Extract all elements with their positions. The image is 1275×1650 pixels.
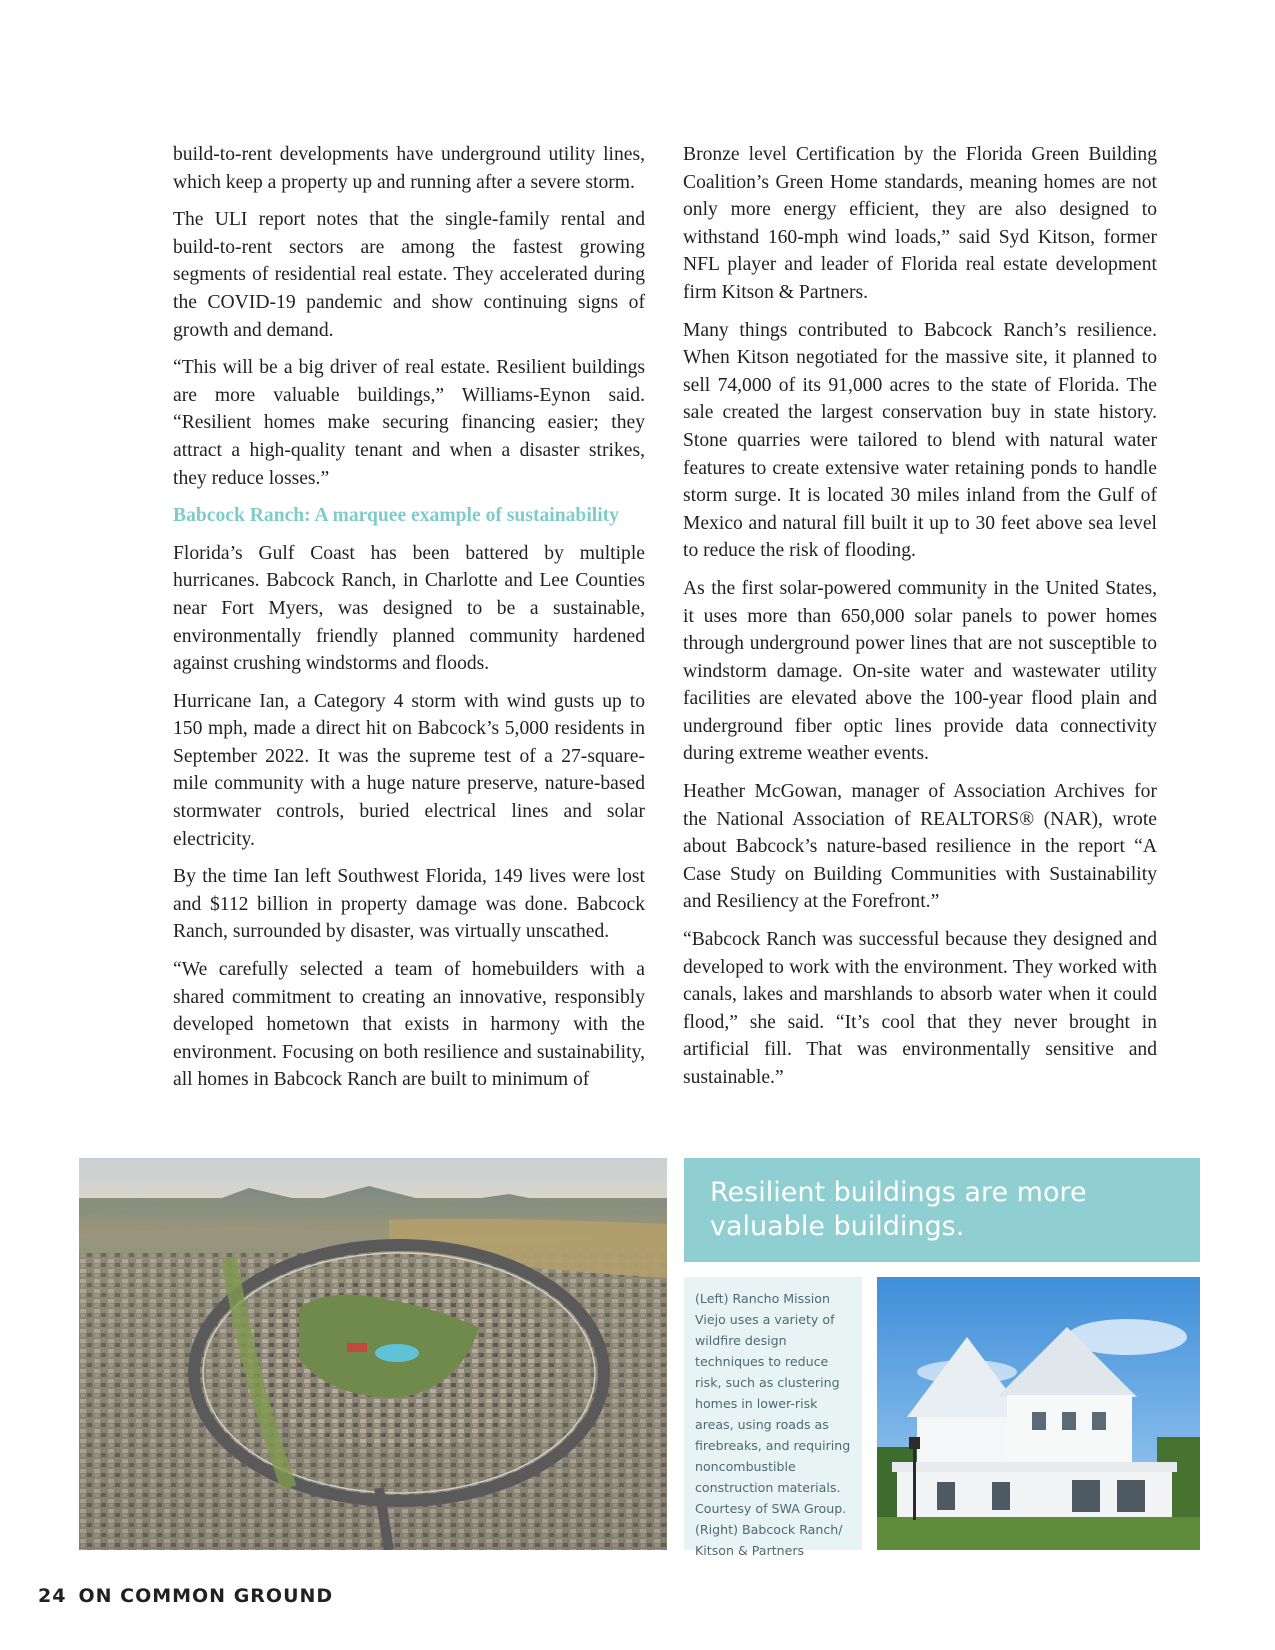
- paragraph: Many things contributed to Babcock Ranch’s resilience. When Kitson negotiated for the massive site, it planned to sell 74,000 of its 91,000 acres to the state of Florida. The sale created the largest conservation buy in state history. Stone quarries were tailored to blend with natural water features to create extensive water retaining ponds to handle storm surge. It is located 30 miles inland from the Gulf of Mexico and natural fill built it up to 30 feet above sea level to reduce the risk of flooding.: [683, 319, 1157, 562]
- page-number: 24: [38, 1585, 67, 1607]
- house-photo: [877, 1277, 1200, 1550]
- paragraph: Florida’s Gulf Coast has been battered by multiple hurricanes. Babcock Ranch, in Charlotte and Lee Counties near Fort Myers, was designed to be a sustainable, environmentally friendly planned community hardened against crushing windstorms and floods.: [173, 542, 645, 675]
- photo-caption: (Left) Rancho Mission Viejo uses a variety of wildfire design techniques to reduce risk, such as clustering homes in lower-risk areas, using roads as firebreaks, and requiring noncombustible construction materials. Courtesy of SWA Group. (Right) Babcock Ranch/ Kitson & Partners: [695, 1291, 851, 1558]
- paragraph: Bronze level Certification by the Florida Green Building Coalition’s Green Home standards, meaning homes are not only more energy efficient, they are also designed to withstand 160-mph wind loads,” said Syd Kitson, former NFL player and leader of Florida real estate development firm Kitson & Partners.: [683, 144, 1157, 303]
- article-column-right: [683, 141, 1157, 1102]
- aerial-photo-illustration: [79, 1158, 667, 1550]
- paragraph: “We carefully selected a team of homebuilders with a shared commitment to creating an innovative, responsibly developed hometown that exists in harmony with the environment. Focusing on both resilience and sustainability, all homes in Babcock Ranch are built to minimum of: [173, 959, 645, 1091]
- paragraph: “Babcock Ranch was successful because they designed and developed to work with the environment. They worked with canals, lakes and marshlands to absorb water when it could flood,” she said. “It’s cool that they never brought in artificial fill. That was environmentally sensitive and sustainable.”: [683, 929, 1157, 1088]
- pull-quote-text: Resilient buildings are more valuable buildings.: [710, 1177, 1087, 1242]
- house-photo-illustration: [877, 1277, 1200, 1550]
- paragraph: The ULI report notes that the single-family rental and build-to-rent sectors are among the fastest growing segments of residential real estate. They accelerated during the COVID-19 pandemic and show continuing signs of growth and demand.: [173, 209, 645, 341]
- paragraph: “This will be a big driver of real estate. Resilient buildings are more valuable buildings,” Williams-Eynon said. “Resilient homes make securing financing easier; they attract a high-quality tenant and when a disaster strikes, they reduce losses.”: [173, 357, 645, 489]
- paragraph: Heather McGowan, manager of Association Archives for the National Association of REALTORS® (NAR), wrote about Babcock’s nature-based resilience in the report “A Case Study on Building Communities with Sustainability and Resiliency at the Forefront.”: [683, 781, 1157, 913]
- publication-name: ON COMMON GROUND: [78, 1585, 334, 1607]
- page-footer: [38, 1585, 333, 1607]
- aerial-community-photo: [79, 1158, 667, 1550]
- photo-caption-box: [684, 1277, 862, 1558]
- article-column-left: [173, 141, 645, 1104]
- paragraph: Hurricane Ian, a Category 4 storm with wind gusts up to 150 mph, made a direct hit on Babcock’s 5,000 residents in September 2022. It was the supreme test of a 27-square-mile community with a huge nature preserve, nature-based stormwater controls, buried electrical lines and solar electricity.: [173, 690, 645, 850]
- pull-quote: [684, 1158, 1200, 1262]
- paragraph: By the time Ian left Southwest Florida, 149 lives were lost and $112 billion in property damage was done. Babcock Ranch, surrounded by disaster, was virtually unscathed.: [173, 866, 645, 943]
- paragraph: build-to-rent developments have underground utility lines, which keep a property up and running after a severe storm.: [173, 144, 645, 193]
- section-subheading: Babcock Ranch: A marquee example of sustainability: [173, 505, 619, 527]
- paragraph: As the first solar-powered community in the United States, it uses more than 650,000 solar panels to power homes through underground power lines that are not susceptible to windstorm damage. On-site water and wastewater utility facilities are elevated above the 100-year flood plain and underground fiber optic lines provide data connectivity during extreme weather events.: [683, 577, 1157, 765]
